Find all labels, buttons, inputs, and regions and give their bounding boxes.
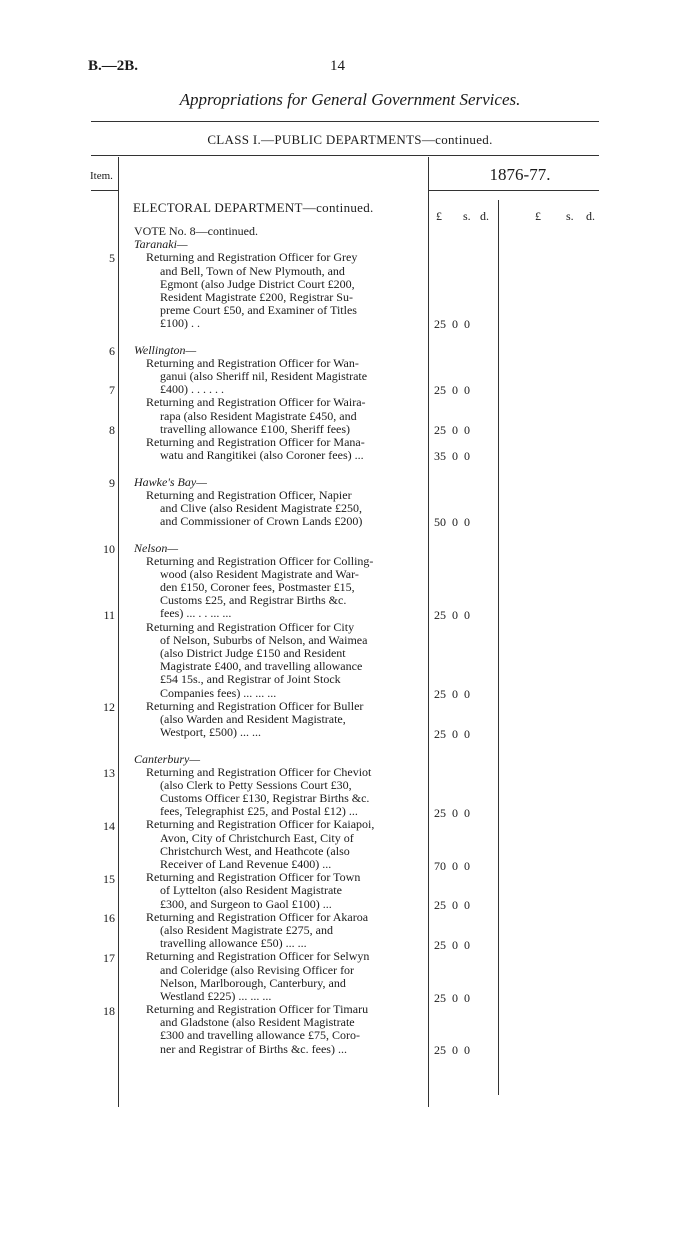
text-line: Avon, City of Christchurch East, City of — [160, 831, 354, 845]
item-number: 13 — [103, 766, 115, 781]
text-line: Returning and Registration Officer for Grey — [146, 251, 358, 265]
item-amount: 25 0 0 — [434, 990, 470, 1005]
text-line: Westport, £500) ... ... — [160, 726, 262, 740]
text-line: Returning and Registration Officer for Waira- — [146, 396, 366, 410]
text-line: Returning and Registration Officer for Buller — [146, 699, 364, 713]
item-amount: 25 0 0 — [434, 383, 470, 398]
text-line: rapa (also Resident Magistrate £450, and — [160, 409, 357, 423]
text-line: preme Court £50, and Examiner of Titles — [160, 304, 357, 318]
item-number: 5 — [109, 251, 115, 266]
text-line: Returning and Registration Officer, Napier — [146, 488, 352, 502]
item-number: 8 — [109, 423, 115, 437]
text-line: £54 15s., and Registrar of Joint Stock — [160, 673, 341, 687]
item-amount: 35 0 0 — [434, 449, 470, 464]
item-number: 14 — [103, 819, 115, 833]
text-line: den £150, Coroner fees, Postmaster £15, — [160, 581, 355, 595]
text-line: £400) . . . . . . — [160, 383, 224, 397]
text-line: Christchurch West, and Heathcote (also — [160, 844, 350, 858]
item-amount: 50 0 0 — [434, 515, 470, 530]
item-number: 11 — [103, 607, 115, 622]
item-number: 12 — [103, 700, 115, 715]
text-line: £100) . . — [160, 317, 200, 331]
item-number: 6 — [109, 343, 115, 358]
text-line — [130, 739, 410, 752]
class-heading: CLASS I.—PUBLIC DEPARTMENTS—continued. — [207, 132, 493, 147]
text-line: and Gladstone (also Resident Magistrate — [160, 1016, 355, 1030]
document-ref: B.—2B. — [88, 58, 139, 74]
text-line: £300 and travelling allowance £75, Coro- — [160, 1029, 360, 1043]
text-line: ganui (also Sheriff nil, Resident Magistrate — [160, 370, 368, 384]
text-line: Resident Magistrate £200, Registrar Su- — [160, 290, 353, 304]
top-rule — [91, 121, 599, 122]
text-line: Receiver of Land Revenue £400) ... — [160, 858, 332, 871]
text-line: Customs Officer £130, Registrar Births &c. — [160, 792, 370, 806]
text-line: Returning and Registration Officer for Kaiapoi, — [146, 818, 375, 832]
text-line: and Coleridge (also Revising Officer for — [160, 963, 355, 977]
shillings-header: s. — [463, 209, 471, 223]
text-line: fees) ... . . ... ... — [160, 607, 232, 621]
department-heading: ELECTORAL DEPARTMENT—continued. — [133, 200, 374, 215]
text-line: (also Warden and Resident Magistrate, — [160, 712, 346, 726]
item-amount: 25 0 0 — [434, 687, 470, 701]
text-line: ner and Registrar of Births &c. fees) ... — [160, 1042, 347, 1056]
text-line: Nelson, Marlborough, Canterbury, and — [160, 976, 346, 990]
text-line: Taranaki— — [134, 238, 188, 252]
amount-column-divider — [428, 157, 429, 1107]
text-line: Returning and Registration Officer for Wan- — [146, 356, 359, 370]
item-number: 10 — [103, 541, 115, 556]
item-header-rule — [91, 190, 118, 191]
header-rule — [91, 155, 599, 156]
text-line: Companies fees) ... ... ... — [160, 686, 277, 700]
pence-header-2: d. — [586, 209, 595, 223]
appropriations-text — [130, 225, 410, 1056]
text-line: Canterbury— — [134, 752, 200, 766]
text-line: and Clive (also Resident Magistrate £250, — [160, 501, 362, 515]
item-amount: 25 0 0 — [434, 805, 470, 820]
text-line: (also Resident Magistrate £275, and — [160, 923, 333, 937]
item-column-header: Item. — [90, 170, 113, 182]
text-line: Hawke's Bay— — [134, 475, 207, 489]
text-line: Returning and Registration Officer for Timaru — [146, 1003, 369, 1017]
text-line — [130, 528, 410, 541]
text-line: £300, and Surgeon to Gaol £100) ... — [160, 897, 332, 911]
text-line: travelling allowance £100, Sheriff fees) — [160, 422, 351, 436]
text-line: wood (also Resident Magistrate and War- — [160, 567, 359, 581]
item-column-divider — [118, 157, 119, 1107]
pound-header: £ — [436, 209, 442, 223]
text-line: Returning and Registration Officer for Selwyn — [146, 950, 370, 964]
text-line — [130, 462, 410, 475]
text-line: and Commissioner of Crown Lands £200) — [160, 515, 363, 529]
text-line: Egmont (also Judge District Court £200, — [160, 277, 355, 291]
pound-header-2: £ — [535, 209, 541, 223]
item-amount: 25 0 0 — [434, 607, 470, 622]
page-title: Appropriations for General Government Services. — [179, 90, 521, 109]
item-amount: 25 0 0 — [434, 898, 470, 913]
amount-subcolumn-divider — [498, 200, 499, 1095]
text-line: watu and Rangitikei (also Coroner fees) ... — [160, 449, 364, 463]
text-line: Returning and Registration Officer for Colling- — [146, 554, 374, 568]
item-number: 9 — [109, 475, 115, 490]
page-number: 14 — [330, 58, 345, 74]
text-line: and Bell, Town of New Plymouth, and — [160, 264, 345, 278]
shillings-header-2: s. — [566, 209, 574, 223]
item-amount: 70 0 0 — [434, 858, 470, 873]
item-number: 7 — [109, 383, 115, 398]
item-amount: 25 0 0 — [434, 726, 470, 741]
text-line: Returning and Registration Officer for Cheviot — [146, 765, 372, 779]
year-header: 1876-77. — [489, 165, 551, 184]
text-line — [130, 331, 410, 344]
item-number: 17 — [103, 951, 115, 965]
text-line: of Nelson, Suburbs of Nelson, and Waimea — [160, 633, 368, 647]
text-line: Returning and Registration Officer for Town — [146, 871, 361, 885]
text-line: Nelson— — [134, 541, 179, 555]
text-line: (also District Judge £150 and Resident — [160, 647, 346, 660]
item-amount: 25 0 0 — [434, 1043, 470, 1058]
item-number: 16 — [103, 911, 115, 926]
text-line: Returning and Registration Officer for Mana- — [146, 436, 365, 449]
text-line: (also Clerk to Petty Sessions Court £30, — [160, 778, 352, 792]
item-amount: 25 0 0 — [434, 317, 470, 332]
text-line: Westland £225) ... ... ... — [160, 989, 272, 1003]
text-line: Returning and Registration Officer for City — [146, 620, 355, 634]
pence-header: d. — [480, 209, 489, 223]
text-line: Returning and Registration Officer for Akaroa — [146, 910, 369, 924]
text-line: Wellington— — [134, 343, 197, 357]
text-line: travelling allowance £50) ... ... — [160, 937, 307, 951]
text-line: Customs £25, and Registrar Births &c. — [160, 594, 347, 608]
item-number: 18 — [103, 1003, 115, 1018]
item-amount: 25 0 0 — [434, 423, 470, 437]
text-line: Magistrate £400, and travelling allowance — [160, 660, 363, 674]
item-number: 15 — [103, 871, 115, 886]
text-line: of Lyttelton (also Resident Magistrate — [160, 884, 342, 898]
item-amount: 25 0 0 — [434, 937, 470, 952]
text-line: VOTE No. 8—continued. — [134, 225, 258, 238]
year-header-rule — [428, 190, 599, 191]
text-line: fees, Telegraphist £25, and Postal £12) ... — [160, 805, 358, 819]
